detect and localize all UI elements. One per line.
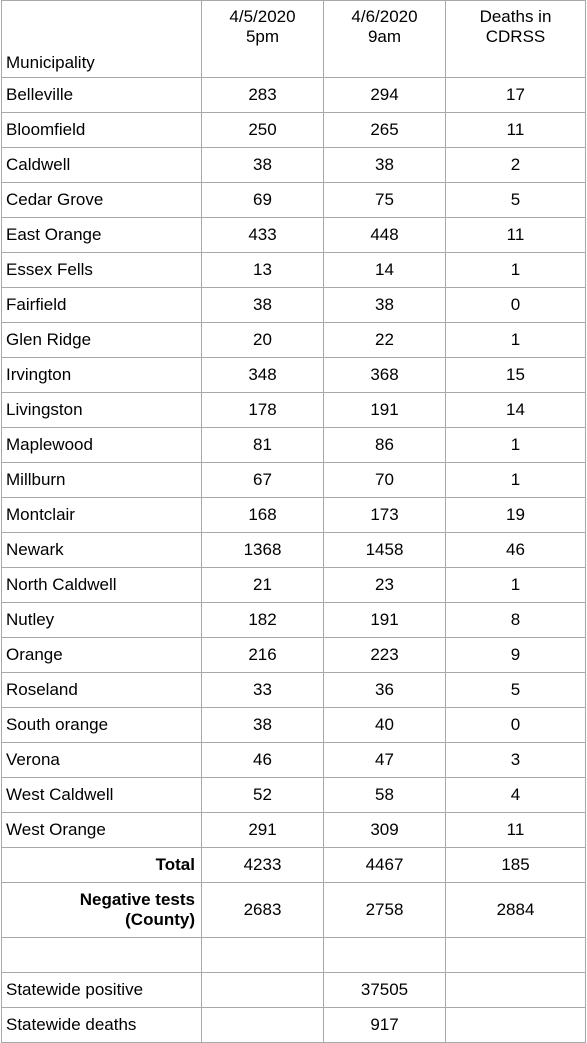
municipality-name: Caldwell [2, 148, 202, 183]
count-4-5: 283 [202, 78, 324, 113]
header-col3-line2: CDRSS [485, 27, 546, 46]
header-municipality: Municipality [2, 1, 202, 78]
deaths-cdrss: 11 [446, 218, 586, 253]
blank-cell [202, 973, 324, 1008]
table-row [2, 148, 586, 183]
municipality-name: Belleville [2, 78, 202, 113]
deaths-cdrss: 46 [446, 533, 586, 568]
count-4-5: 182 [202, 603, 324, 638]
header-col3 [446, 1, 586, 78]
count-4-5: 46 [202, 743, 324, 778]
municipality-name: Millburn [2, 463, 202, 498]
municipality-name: Nutley [2, 603, 202, 638]
statewide-deaths-label: Statewide deaths [2, 1008, 202, 1043]
municipality-name: South orange [2, 708, 202, 743]
statewide-deaths-row [2, 1008, 586, 1043]
table-row [2, 323, 586, 358]
deaths-cdrss: 1 [446, 253, 586, 288]
header-col2 [324, 1, 446, 78]
count-4-6: 47 [324, 743, 446, 778]
total-row [2, 848, 586, 883]
deaths-cdrss: 9 [446, 638, 586, 673]
table-row [2, 428, 586, 463]
deaths-cdrss: 1 [446, 463, 586, 498]
header-col1 [202, 1, 324, 78]
count-4-6: 23 [324, 568, 446, 603]
deaths-cdrss: 19 [446, 498, 586, 533]
deaths-cdrss: 11 [446, 113, 586, 148]
count-4-5: 168 [202, 498, 324, 533]
summary-body [2, 848, 586, 1043]
count-4-5: 67 [202, 463, 324, 498]
negative-col3: 2884 [446, 883, 586, 938]
blank-cell [202, 938, 324, 973]
municipality-name: North Caldwell [2, 568, 202, 603]
deaths-cdrss: 1 [446, 323, 586, 358]
count-4-5: 81 [202, 428, 324, 463]
municipality-name: Maplewood [2, 428, 202, 463]
municipality-name: Roseland [2, 673, 202, 708]
blank-cell [446, 1008, 586, 1043]
total-label: Total [2, 848, 202, 883]
deaths-cdrss: 3 [446, 743, 586, 778]
municipality-name: Orange [2, 638, 202, 673]
statewide-positive-row [2, 973, 586, 1008]
deaths-cdrss: 5 [446, 183, 586, 218]
municipality-name: Livingston [2, 393, 202, 428]
count-4-6: 36 [324, 673, 446, 708]
count-4-5: 38 [202, 708, 324, 743]
blank-cell [2, 938, 202, 973]
table-row [2, 603, 586, 638]
table-row [2, 813, 586, 848]
blank-cell [446, 938, 586, 973]
table-row [2, 253, 586, 288]
count-4-6: 173 [324, 498, 446, 533]
negative-tests-row [2, 883, 586, 938]
count-4-6: 38 [324, 148, 446, 183]
deaths-cdrss: 11 [446, 813, 586, 848]
count-4-5: 250 [202, 113, 324, 148]
deaths-cdrss: 2 [446, 148, 586, 183]
total-col1: 4233 [202, 848, 324, 883]
table-row [2, 708, 586, 743]
total-col2: 4467 [324, 848, 446, 883]
municipality-name: Irvington [2, 358, 202, 393]
count-4-6: 86 [324, 428, 446, 463]
deaths-cdrss: 4 [446, 778, 586, 813]
count-4-5: 1368 [202, 533, 324, 568]
municipality-name: Essex Fells [2, 253, 202, 288]
count-4-6: 294 [324, 78, 446, 113]
table-row [2, 673, 586, 708]
table-row [2, 498, 586, 533]
count-4-5: 38 [202, 288, 324, 323]
statewide-deaths-value: 917 [324, 1008, 446, 1043]
count-4-6: 191 [324, 393, 446, 428]
deaths-cdrss: 17 [446, 78, 586, 113]
count-4-6: 265 [324, 113, 446, 148]
count-4-5: 291 [202, 813, 324, 848]
count-4-5: 52 [202, 778, 324, 813]
municipality-name: Glen Ridge [2, 323, 202, 358]
negative-tests-label-line1: Negative tests [79, 890, 195, 909]
count-4-6: 14 [324, 253, 446, 288]
table-row [2, 78, 586, 113]
count-4-6: 1458 [324, 533, 446, 568]
count-4-6: 58 [324, 778, 446, 813]
table-row [2, 393, 586, 428]
deaths-cdrss: 1 [446, 568, 586, 603]
deaths-cdrss: 0 [446, 288, 586, 323]
blank-row [2, 938, 586, 973]
statewide-positive-value: 37505 [324, 973, 446, 1008]
municipality-name: Cedar Grove [2, 183, 202, 218]
municipality-table [1, 0, 586, 1043]
municipality-name: Montclair [2, 498, 202, 533]
count-4-6: 309 [324, 813, 446, 848]
count-4-5: 13 [202, 253, 324, 288]
deaths-cdrss: 1 [446, 428, 586, 463]
municipality-name: East Orange [2, 218, 202, 253]
count-4-6: 223 [324, 638, 446, 673]
municipality-name: Verona [2, 743, 202, 778]
blank-cell [202, 1008, 324, 1043]
count-4-5: 38 [202, 148, 324, 183]
count-4-5: 216 [202, 638, 324, 673]
table-row [2, 113, 586, 148]
table-row [2, 183, 586, 218]
table-body [2, 1, 586, 848]
deaths-cdrss: 0 [446, 708, 586, 743]
count-4-5: 433 [202, 218, 324, 253]
blank-cell [324, 938, 446, 973]
header-col2-date: 4/6/2020 [351, 7, 418, 26]
count-4-6: 368 [324, 358, 446, 393]
count-4-6: 191 [324, 603, 446, 638]
deaths-cdrss: 15 [446, 358, 586, 393]
table-row [2, 218, 586, 253]
count-4-6: 40 [324, 708, 446, 743]
table-row [2, 358, 586, 393]
deaths-cdrss: 5 [446, 673, 586, 708]
header-col2-time: 9am [367, 27, 402, 46]
count-4-5: 33 [202, 673, 324, 708]
negative-tests-label-line2: (County) [125, 910, 195, 929]
total-col3: 185 [446, 848, 586, 883]
count-4-6: 75 [324, 183, 446, 218]
municipality-name: Bloomfield [2, 113, 202, 148]
negative-col1: 2683 [202, 883, 324, 938]
header-row [2, 1, 586, 78]
table-row [2, 568, 586, 603]
deaths-cdrss: 8 [446, 603, 586, 638]
table-row [2, 638, 586, 673]
blank-cell [446, 973, 586, 1008]
deaths-cdrss: 14 [446, 393, 586, 428]
municipality-name: West Orange [2, 813, 202, 848]
table-row [2, 778, 586, 813]
count-4-6: 38 [324, 288, 446, 323]
header-col3-line1: Deaths in [479, 7, 552, 26]
count-4-5: 178 [202, 393, 324, 428]
count-4-6: 70 [324, 463, 446, 498]
municipality-name: West Caldwell [2, 778, 202, 813]
table-row [2, 463, 586, 498]
table-row [2, 533, 586, 568]
count-4-6: 448 [324, 218, 446, 253]
municipality-name: Fairfield [2, 288, 202, 323]
municipality-name: Newark [2, 533, 202, 568]
table-row [2, 288, 586, 323]
negative-tests-label [2, 883, 202, 938]
header-col1-date: 4/5/2020 [229, 7, 296, 26]
count-4-5: 69 [202, 183, 324, 218]
count-4-5: 21 [202, 568, 324, 603]
count-4-6: 22 [324, 323, 446, 358]
count-4-5: 348 [202, 358, 324, 393]
statewide-positive-label: Statewide positive [2, 973, 202, 1008]
table-row [2, 743, 586, 778]
negative-col2: 2758 [324, 883, 446, 938]
header-col1-time: 5pm [245, 27, 280, 46]
count-4-5: 20 [202, 323, 324, 358]
